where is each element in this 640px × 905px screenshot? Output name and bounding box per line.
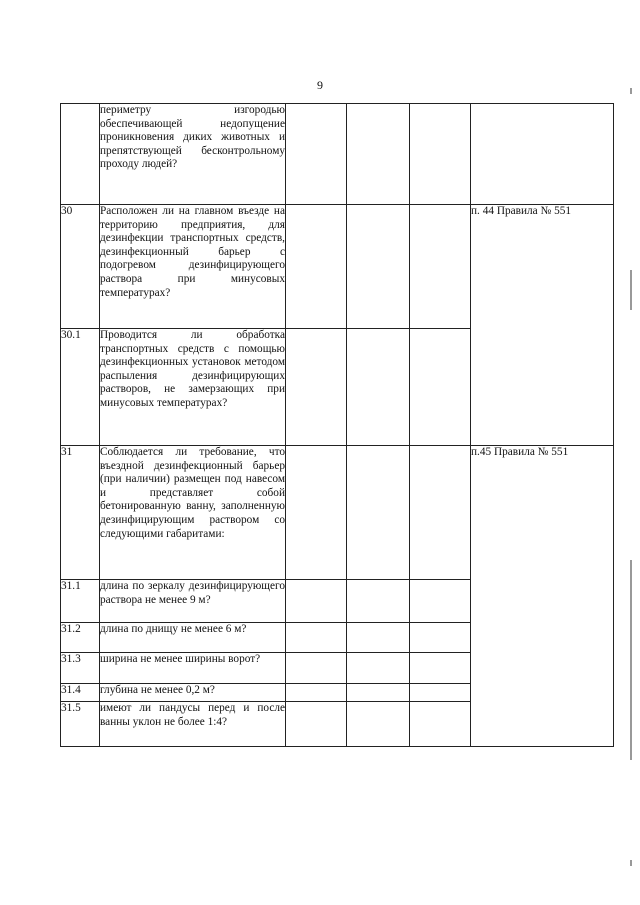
answer-na-cell[interactable]	[410, 702, 471, 747]
answer-na-cell[interactable]	[410, 580, 471, 623]
legal-reference: п. 44 Правила № 551	[471, 205, 614, 446]
question-cell	[100, 446, 286, 580]
answer-na-cell[interactable]	[410, 684, 471, 702]
answer-yes-cell[interactable]	[286, 329, 347, 446]
question-text: ширина не менее ширины ворот?	[100, 653, 261, 665]
item-number: 30	[61, 205, 100, 329]
page-number: 9	[317, 78, 323, 92]
item-number: 30.1	[61, 329, 100, 446]
question-cell	[100, 580, 286, 623]
question-cell	[100, 653, 286, 684]
item-number: 31	[61, 446, 100, 580]
question-text: Соблюдается ли требование, что въездной дезинфекционный барьер (при наличии) размещен под навесом и представляет собой бетонированную ванну, заполненную дезинфицирующим раствором со следующими габаритами:	[100, 446, 285, 540]
question-cell	[100, 623, 286, 653]
answer-na-cell[interactable]	[410, 104, 471, 205]
question-cell	[100, 205, 286, 329]
answer-na-cell[interactable]	[410, 329, 471, 446]
item-number	[61, 104, 100, 205]
answer-no-cell[interactable]	[347, 684, 410, 702]
table-row	[61, 205, 614, 329]
item-number: 31.5	[61, 702, 100, 747]
question-cell	[100, 329, 286, 446]
question-text: длина по зеркалу дезинфицирующего раствора не менее 9 м?	[100, 580, 285, 606]
answer-no-cell[interactable]	[347, 104, 410, 205]
answer-no-cell[interactable]	[347, 623, 410, 653]
question-text: глубина не менее 0,2 м?	[100, 684, 215, 696]
answer-no-cell[interactable]	[347, 329, 410, 446]
answer-yes-cell[interactable]	[286, 446, 347, 580]
question-text: длина по днищу не менее 6 м?	[100, 623, 247, 635]
question-text: имеют ли пандусы перед и после ванны уклон не более 1:4?	[100, 702, 285, 728]
answer-yes-cell[interactable]	[286, 205, 347, 329]
legal-reference	[471, 104, 614, 205]
inspection-checklist-table	[60, 103, 614, 747]
answer-yes-cell[interactable]	[286, 684, 347, 702]
question-text: Проводится ли обработка транспортных средств с помощью дезинфекционных установок методом распыления дезинфицирующих растворов, не замерзающих при минусовых температурах?	[100, 329, 285, 409]
answer-na-cell[interactable]	[410, 205, 471, 329]
table-row	[61, 104, 614, 205]
scan-edge-mark	[630, 270, 632, 310]
answer-no-cell[interactable]	[347, 653, 410, 684]
scan-edge-mark	[630, 560, 632, 760]
answer-no-cell[interactable]	[347, 205, 410, 329]
item-number: 31.1	[61, 580, 100, 623]
question-text: Расположен ли на главном въезде на территорию предприятия, для дезинфекции транспортных средств, дезинфекционный барьер с подогревом дезинфицирующего раствора при минусовых температурах?	[100, 205, 285, 299]
answer-na-cell[interactable]	[410, 446, 471, 580]
item-number: 31.4	[61, 684, 100, 702]
question-text: периметру изгородью обеспечивающей недопущение проникновения диких животных и препятствующей бесконтрольному проходу людей?	[100, 104, 285, 171]
question-cell	[100, 702, 286, 747]
answer-yes-cell[interactable]	[286, 104, 347, 205]
answer-yes-cell[interactable]	[286, 653, 347, 684]
answer-no-cell[interactable]	[347, 702, 410, 747]
legal-reference: п.45 Правила № 551	[471, 446, 614, 747]
answer-no-cell[interactable]	[347, 580, 410, 623]
answer-yes-cell[interactable]	[286, 580, 347, 623]
scan-edge-mark	[630, 860, 632, 866]
question-cell	[100, 104, 286, 205]
answer-yes-cell[interactable]	[286, 623, 347, 653]
answer-na-cell[interactable]	[410, 623, 471, 653]
item-number: 31.2	[61, 623, 100, 653]
question-cell	[100, 684, 286, 702]
table-row	[61, 446, 614, 580]
item-number: 31.3	[61, 653, 100, 684]
scan-edge-mark	[630, 88, 632, 94]
answer-na-cell[interactable]	[410, 653, 471, 684]
answer-no-cell[interactable]	[347, 446, 410, 580]
answer-yes-cell[interactable]	[286, 702, 347, 747]
